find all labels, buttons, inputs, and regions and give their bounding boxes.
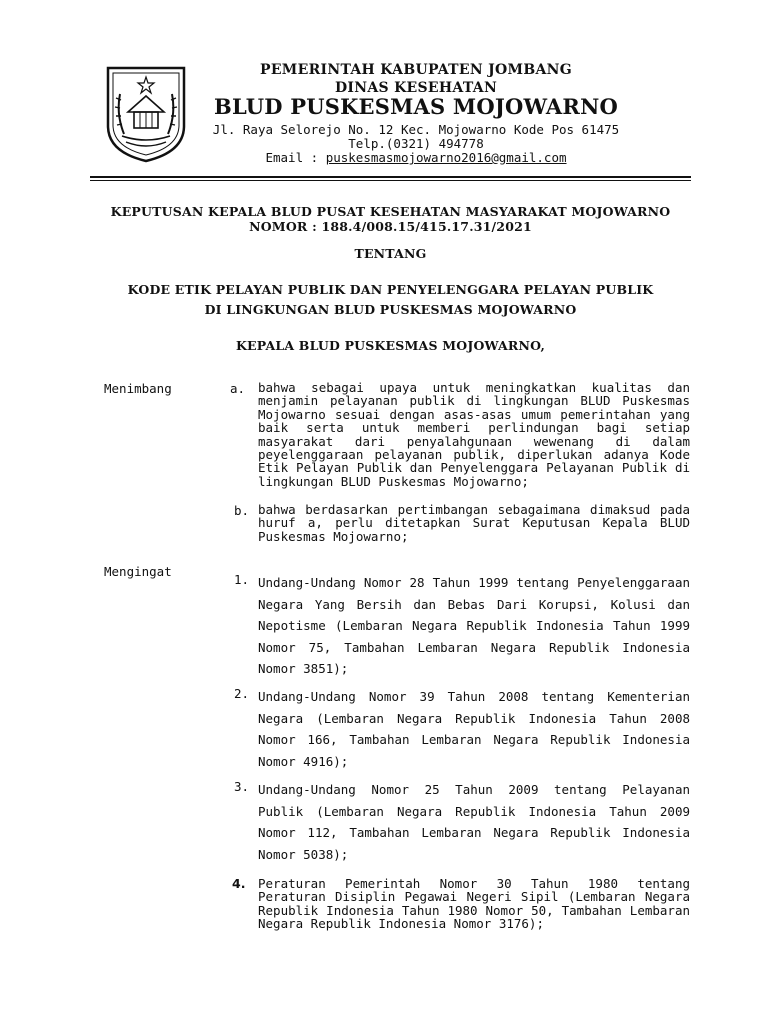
decision-number: NOMOR : 188.4/008.15/415.17.31/2021 [249,219,532,234]
letterhead-divider-thick [90,176,691,178]
phone-line: Telp.(0321) 494778 [348,136,484,151]
institution-name: BLUD PUSKESMAS MOJOWARNO [214,94,618,119]
mengingat-marker-2: 2. [234,686,250,701]
subject-line-1: KODE ETIK PELAYAN PUBLIK DAN PENYELENGGARA PELAYAN PUBLIK [127,282,654,297]
email-label: Email : [265,150,326,165]
issuer-heading: KEPALA BLUD PUSKESMAS MOJOWARNO, [235,338,546,353]
menimbang-item-a: bahwa sebagai upaya untuk meningkatkan kualitas dan menjamin pelayanan publik di lingkungan BLUD Puskesmas Mojowarno sesuai dengan asas-asas umum pemerintahan yang baik serta untuk memberi perlindungan bagi setiap masyarakat dari penyalahgunaan wewenang di dalam peyelenggaraan pelayanan publik, diperlukan adanya Kode Etik Pelayan Publik dan Penyelenggara Pelayanan Publik di lingkungan BLUD Puskesmas Mojowarno; [258,380,690,489]
government-name: PEMERINTAH KABUPATEN JOMBANG [260,62,572,78]
menimbang-marker-b: b. [234,503,250,518]
menimbang-item-b: bahwa berdasarkan pertimbangan sebagaimana dimaksud pada huruf a, perlu ditetapkan Surat Keputusan Kepala BLUD Puskesmas Mojowarno; [258,502,690,544]
jombang-emblem-icon [104,64,188,164]
mengingat-item-1: Undang-Undang Nomor 28 Tahun 1999 tentang Penyelenggaraan Negara Yang Bersih dan Bebas Dari Korupsi, Kolusi dan Nepotisme (Lembaran Negara Republik Indonesia Tahun 1999 Nomor 75, Tambahan Lembaran Negara Republik Indonesia Nomor 3851); [258,575,690,676]
menimbang-marker-a: a. [230,381,246,396]
about-heading: TENTANG [354,246,427,261]
mengingat-item-2: Undang-Undang Nomor 39 Tahun 2008 tentang Kementerian Negara (Lembaran Negara Republik Indonesia Tahun 2008 Nomor 166, Tambahan Lembaran Negara Republik Indonesia Nomor 4916); [258,689,690,769]
department-name: DINAS KESEHATAN [334,80,498,96]
mengingat-marker-3: 3. [234,779,250,794]
email-link[interactable]: puskesmasmojowarno2016@gmail.com [325,150,567,165]
subject-line-2: DI LINGKUNGAN BLUD PUSKESMAS MOJOWARNO [204,302,577,317]
address-line: Jl. Raya Selorejo No. 12 Kec. Mojowarno Kode Pos 61475 [212,122,620,137]
mengingat-item-4: Peraturan Pemerintah Nomor 30 Tahun 1980 tentang Peraturan Disiplin Pegawai Negeri Sipil (Lembaran Negara Republik Indonesia Tahun 1980 Nomor 50, Tambahan Lembaran Negara Republik Indonesia Nomor 3176); [258,876,690,932]
mengingat-item-3: Undang-Undang Nomor 25 Tahun 2009 tentang Pelayanan Publik (Lembaran Negara Republik Indonesia Tahun 2009 Nomor 112, Tambahan Lembaran Negara Republik Indonesia Nomor 5038); [258,782,690,862]
mengingat-marker-1: 1. [234,572,250,587]
menimbang-label: Menimbang [104,381,172,396]
mengingat-marker-4: 4. [232,876,246,891]
decision-title: KEPUTUSAN KEPALA BLUD PUSAT KESEHATAN MASYARAKAT MOJOWARNO [110,204,671,219]
letterhead-divider-thin [90,180,691,181]
mengingat-label: Mengingat [104,564,172,579]
email-line [200,150,632,165]
